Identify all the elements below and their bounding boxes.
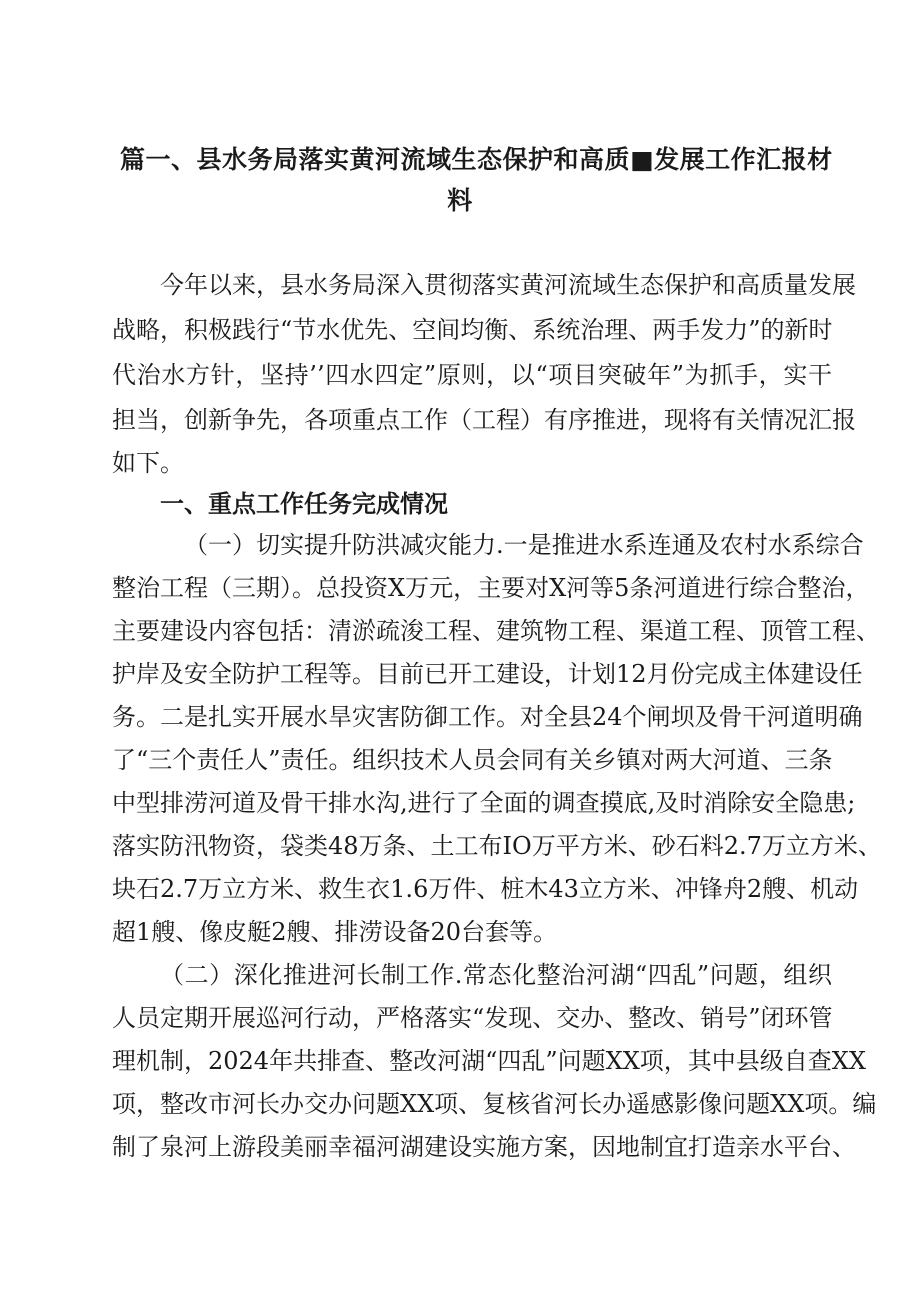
para2-line: 理机制，2024年共排查、整改河湖“四乱”问题XX项，其中县级自查XX	[112, 1047, 866, 1075]
para2-line: 人员定期开展巡河行动，严格落实“发现、交办、整改、销号”闭环管	[112, 1004, 833, 1032]
para1-line: 落实防汛物资，袋类48万条、土工布IO万平方米、砂石料2.7万立方米、	[112, 832, 882, 860]
intro-line: 代治水方针，坚持’’四水四定”原则，以“项目突破年”为抓手，实干	[112, 361, 832, 389]
intro-line: 如下。	[112, 449, 184, 477]
document-title-line-2: 料	[447, 186, 473, 215]
para2-line: （二）深化推进河长制工作.常态化整治河湖“四乱”问题，组织	[160, 961, 832, 989]
para1-line: 务。二是扎实开展水旱灾害防御工作。对全县24个闸坝及骨干河道明确	[112, 703, 863, 731]
intro-line: 担当，创新争先，各项重点工作（工程）有序推进，现将有关情况汇报	[112, 406, 856, 434]
intro-line: 今年以来，县水务局深入贯彻落实黄河流域生态保护和高质量发展	[160, 271, 856, 299]
document-title-line-1: 篇一、县水务局落实黄河流域生态保护和高质■发展工作汇报材	[120, 145, 833, 174]
para1-line: 了“三个责任人”责任。组织技术人员会同有关乡镇对两大河道、三条	[112, 746, 833, 774]
para2-line: 制了泉河上游段美丽幸福河湖建设实施方案，因地制宜打造亲水平台、	[112, 1133, 856, 1161]
section-heading: 一、重点工作任务完成情况	[160, 490, 448, 518]
para1-line: 块石2.7万立方米、救生衣1.6万件、桩木43立方米、冲锋舟2艘、机动	[112, 875, 859, 903]
para1-line: 整治工程（三期）。总投资X万元，主要对X河等5条河道进行综合整治，	[112, 574, 870, 602]
para1-line: 超1艘、像皮艇2艘、排涝设备20台套等。	[112, 918, 558, 946]
para1-line: （一）切实提升防洪减灾能力.一是推进水系连通及农村水系综合	[184, 531, 864, 559]
para1-line: 主要建设内容包括：清淤疏浚工程、建筑物工程、渠道工程、顶管工程、	[112, 617, 880, 645]
para1-line: 护岸及安全防护工程等。目前已开工建设，计划12月份完成主体建设任	[112, 660, 863, 688]
para2-line: 项，整改市河长办交办问题XX项、复核省河长办遥感影像问题XX项。编	[112, 1090, 877, 1118]
para1-line: 中型排涝河道及骨干排水沟,进行了全面的调查摸底,及时消除安全隐患;	[112, 789, 856, 817]
intro-line: 战略，积极践行“节水优先、空间均衡、系统治理、两手发力”的新时	[112, 316, 833, 344]
